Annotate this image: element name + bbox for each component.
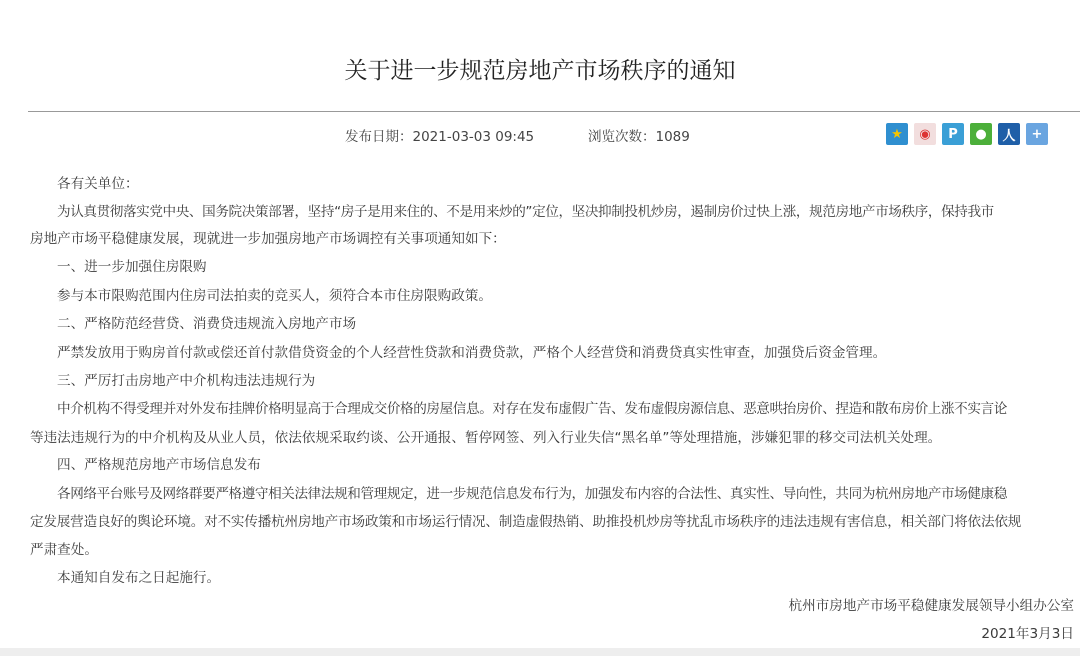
title-divider <box>28 111 1080 112</box>
section-text: 严禁发放用于购房首付款或偿还首付款借贷资金的个人经营性贷款和消费贷款，严格个人经营贷和消费贷真实性审查，加强贷后资金管理。 <box>57 345 887 361</box>
renren-icon[interactable]: 人 <box>998 123 1020 145</box>
section-heading: 四、严格规范房地产市场信息发布 <box>57 457 261 473</box>
more-share-plus-icon[interactable]: + <box>1026 123 1048 145</box>
share-toolbar <box>886 123 1048 145</box>
closing-text: 本通知自发布之日起施行。 <box>57 570 221 586</box>
signature: 杭州市房地产市场平稳健康发展领导小组办公室 <box>788 598 1074 614</box>
weibo-icon[interactable]: ◉ <box>914 123 936 145</box>
section-text: 中介机构不得受理并对外发布挂牌价格明显高于合理成交价格的房屋信息。对存在发布虚假广告、发布虚假房源信息、恶意哄抬房价、捏造和散布房价上涨不实言论 <box>57 401 1007 417</box>
section-text: 等违法违规行为的中介机构及从业人员，依法依规采取约谈、公开通报、暂停网签、列入行业失信“黑名单”等处理措施，涉嫌犯罪的移交司法机关处理。 <box>30 430 942 446</box>
page-bottom-edge <box>0 648 1080 656</box>
section-text: 严肃查处。 <box>30 542 98 558</box>
view-count: 浏览次数：1089 <box>588 129 690 145</box>
section-text: 各网络平台账号及网络群要严格遵守相关法律法规和管理规定，进一步规范信息发布行为，加强发布内容的合法性、真实性、导向性，共同为杭州房地产市场健康稳 <box>57 486 1007 502</box>
tencent-weibo-icon[interactable]: P <box>942 123 964 145</box>
signature-date: 2021年3月3日 <box>981 626 1074 642</box>
section-text: 参与本市限购范围内住房司法拍卖的竞买人，须符合本市住房限购政策。 <box>57 288 492 304</box>
page-title: 关于进一步规范房地产市场秩序的通知 <box>344 58 736 84</box>
favorite-star-icon[interactable]: ★ <box>886 123 908 145</box>
section-text: 定发展营造良好的舆论环境。对不实传播杭州房地产市场政策和市场运行情况、制造虚假热销、助推投机炒房等扰乱市场秩序的违法违规有害信息，相关部门将依法依规 <box>30 514 1022 530</box>
wechat-icon[interactable]: ● <box>970 123 992 145</box>
section-heading: 一、进一步加强住房限购 <box>57 259 207 275</box>
publish-date: 发布日期：2021-03-03 09:45 <box>345 129 535 145</box>
section-heading: 二、严格防范经营贷、消费贷违规流入房地产市场 <box>57 316 357 332</box>
section-heading: 三、严厉打击房地产中介机构违法违规行为 <box>57 373 316 389</box>
intro-line: 为认真贯彻落实党中央、国务院决策部署，坚持“房子是用来住的、不是用来炒的”定位，坚决抑制投机炒房，遏制房价过快上涨，规范房地产市场秩序，保持我市 <box>57 204 994 220</box>
intro-line: 房地产市场平稳健康发展，现就进一步加强房地产市场调控有关事项通知如下： <box>30 231 506 247</box>
salutation: 各有关单位： <box>57 176 139 192</box>
